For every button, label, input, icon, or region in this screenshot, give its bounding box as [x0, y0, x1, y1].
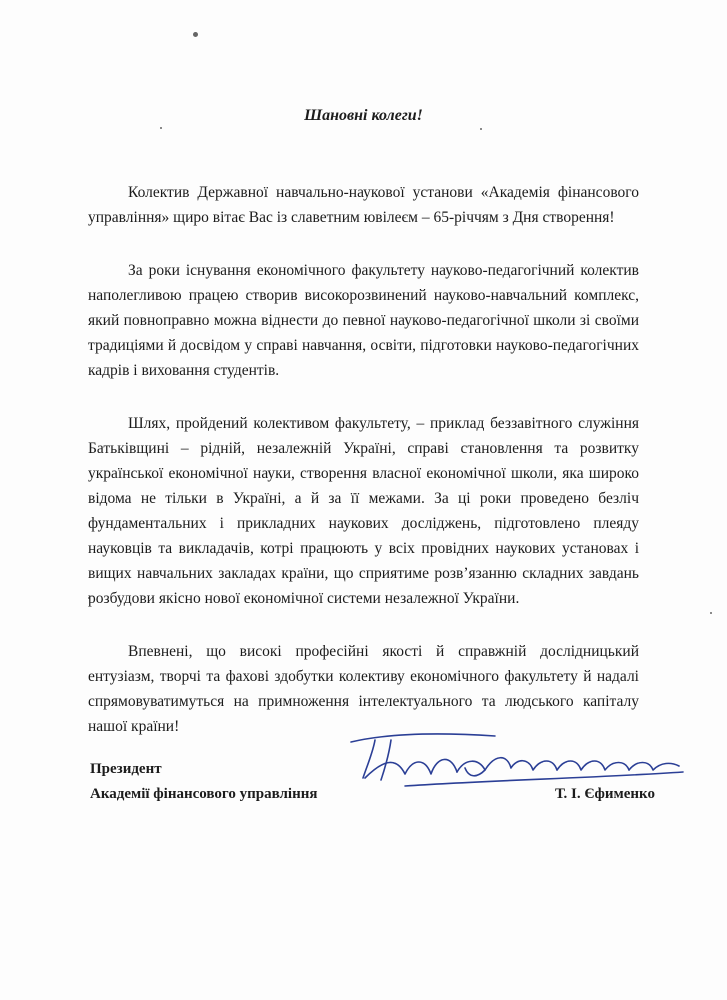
- letter-paragraph: Колектив Державної навчально-наукової установи «Академія фінансового управління» щиро вітає Вас із славетним ювілеєм – 65-річчям з Дня створення!: [88, 184, 639, 226]
- paper-speck: [480, 128, 482, 130]
- signatory-organization: Академії фінансового управління: [90, 786, 318, 802]
- handwritten-signature: [345, 728, 690, 790]
- letter-salutation: Шановні колеги!: [304, 107, 423, 124]
- signatory-name: Т. І. Єфименко: [555, 786, 655, 802]
- letter-paragraph: Впевнені, що високі професійні якості й справжній дослідницький ентузіазм, творчі та фахові здобутки колективу економічного факультету й надалі спрямовуватимуться на примноження інтелектуального та людського капіталу нашої країни!: [88, 643, 639, 735]
- letter-body: [88, 180, 639, 767]
- paper-speck: [710, 612, 712, 614]
- signatory-position: Президент: [90, 761, 162, 777]
- paper-speck: [193, 32, 198, 37]
- letter-paragraph: Шлях, пройдений колективом факультету, – приклад беззавітного служіння Батьківщині – рідній, незалежній Україні, справі становлення та розвитку української економічної науки, створення власної економічної школи, яка широко відома не тільки в Україні, а й за її межами. За ці роки проведено безліч фундаментальних і прикладних наукових досліджень, підготовлено плеяду науковців та викладачів, котрі працюють у всіх провідних наукових установах і вищих навчальних закладах країни, що сприятиме розв’язанню складних завдань розбудови якісно нової економічної системи незалежної України.: [88, 415, 639, 607]
- letter-paragraph: За роки існування економічного факультету науково-педагогічний колектив наполегливою працею створив високорозвинений науково-навчальний комплекс, який повноправно можна віднести до певної науково-педагогічної школи зі своїми традиціями й досвідом у справі навчання, освіти, підготовки науково-педагогічних кадрів і виховання студентів.: [88, 262, 639, 379]
- paper-speck: [160, 127, 162, 129]
- signatory-title-block: [90, 757, 317, 807]
